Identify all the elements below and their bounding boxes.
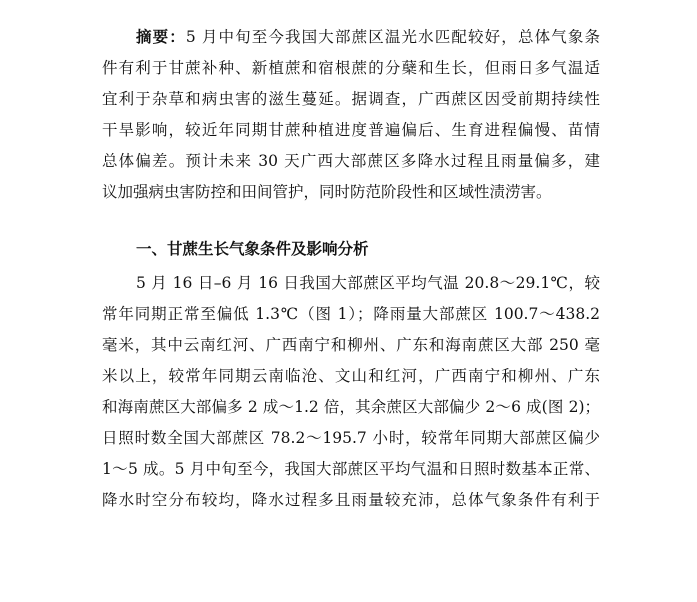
abstract-line-4: 干旱影响，较近年同期甘蔗种植进度普遍偏后、生育进程偏慢、苗情: [102, 121, 600, 139]
abstract-line-2: 件有利于甘蔗补种、新植蔗和宿根蔗的分蘖和生长，但雨日多气温适: [102, 59, 600, 77]
body-line-7: 1～5 成。5 月中旬至今，我国大部蔗区平均气温和日照时数基本正常、: [102, 460, 600, 478]
section-heading: 一、甘蔗生长气象条件及影响分析: [136, 240, 369, 258]
abstract-text: 5 月中旬至今我国大部蔗区温光水匹配较好，总体气象条: [185, 28, 600, 46]
abstract-line-5: 总体偏差。预计未来 30 天广西大部蔗区多降水过程且雨量偏多，建: [102, 152, 600, 170]
body-line-1: 5 月 16 日–6 月 16 日我国大部蔗区平均气温 20.8～29.1℃，较: [136, 274, 600, 292]
abstract-label: 摘要：: [136, 28, 186, 46]
body-line-4: 米以上，较常年同期云南临沧、文山和红河，广西南宁和柳州、广东: [102, 367, 600, 385]
body-line-2: 常年同期正常至偏低 1.3℃（图 1）；降雨量大部蔗区 100.7～438.2: [102, 305, 600, 323]
body-line-3: 毫米，其中云南红河、广西南宁和柳州、广东和海南蔗区大部 250 毫: [102, 336, 600, 354]
body-line-6: 日照时数全国大部蔗区 78.2～195.7 小时，较常年同期大部蔗区偏少: [102, 429, 600, 447]
abstract-line-1: [102, 22, 600, 53]
body-line-8: 降水时空分布较均，降水过程多且雨量较充沛，总体气象条件有利于: [102, 491, 600, 509]
abstract-line-6: 议加强病虫害防控和田间管护，同时防范阶段性和区域性渍涝害。: [102, 183, 552, 201]
abstract-line-3: 宜利于杂草和病虫害的滋生蔓延。据调查，广西蔗区因受前期持续性: [102, 90, 600, 108]
body-line-5: 和海南蔗区大部偏多 2 成～1.2 倍，其余蔗区大部偏少 2～6 成(图 2)；: [102, 398, 600, 416]
